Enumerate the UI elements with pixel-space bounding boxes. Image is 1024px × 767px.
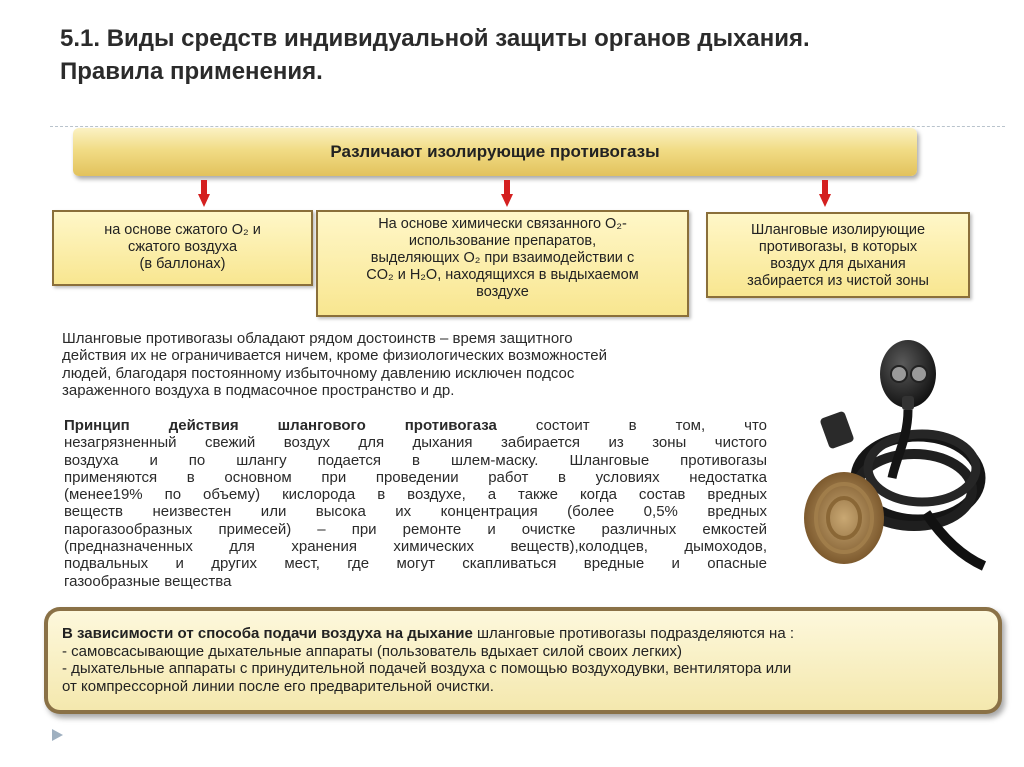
paragraph-line: незагрязненный свежий воздух для дыхания забирается из зоны чистого (64, 434, 767, 452)
paragraph-line (64, 417, 767, 434)
paragraph-line: газообразные вещества (64, 572, 232, 590)
box-line: воздухе (476, 284, 529, 300)
next-slide-icon[interactable] (50, 728, 64, 742)
classification-item: от компрессорной линии после его предварительной очистки. (62, 677, 494, 695)
classification-heading-line (62, 625, 998, 643)
slide-title-line-1: 5.1. Виды средств индивидуальной защиты органов дыхания. (60, 25, 810, 52)
paragraph-line: подвальных и других мест, где могут скапливаться вредные и опасные (64, 555, 767, 573)
category-header-label: Различают изолирующие противогазы (330, 142, 660, 161)
classification-panel (44, 607, 1002, 714)
paragraph-line: применяются в основном при проведении работ в условиях недостатка (64, 468, 767, 486)
paragraph-line: людей, благодаря постоянному избыточному давлению исключен подсос (62, 364, 575, 382)
paragraph-line: веществ неизвестен или высока их концентрация (более 0,5% вредных (64, 503, 767, 521)
box-line: CO₂ и H₂O, находящихся в выдыхаемом (366, 267, 639, 283)
advantages-paragraph (62, 330, 607, 399)
principle-paragraph (64, 417, 767, 590)
box-line: противогазы, в которых (758, 239, 918, 255)
box-line: (в баллонах) (139, 256, 226, 272)
down-arrow-icon (501, 180, 513, 207)
type-box-compressed-oxygen (52, 210, 313, 286)
box-line: выделяющих O₂ при взаимодействии с (370, 250, 635, 266)
category-header-bar (73, 128, 917, 176)
box-line: сжатого воздуха (127, 239, 238, 255)
type-box-chemical-oxygen (316, 210, 689, 317)
paragraph-line: воздуха и по шлангу подается в шлем-маску. Шланговые противогазы (64, 451, 767, 469)
paragraph-line: (предназначенных для хранения химических веществ),колодцев, дымоходов, (64, 538, 767, 556)
box-line: на основе сжатого O₂ и (104, 222, 261, 238)
hose-gas-mask-photo (796, 328, 992, 580)
paragraph-text: состоит в том, что (496, 417, 767, 434)
paragraph-line: действия их не ограничивается ничем, кроме физиологических возможностей (62, 347, 607, 365)
box-line: воздух для дыхания (770, 256, 906, 272)
dashed-divider (50, 126, 1005, 127)
slide-title-line-2: Правила применения. (60, 58, 323, 85)
paragraph-line: зараженного воздуха в подмасочное пространство и др. (62, 381, 455, 399)
paragraph-line: Шланговые противогазы обладают рядом достоинств – время защитного (62, 330, 573, 347)
box-line: Шланговые изолирующие (750, 222, 926, 238)
classification-item: - самовсасывающие дыхательные аппараты (пользователь вдыхает силой своих легких) (62, 642, 682, 660)
down-arrow-icon (198, 180, 210, 207)
classification-item: - дыхательные аппараты с принудительной подачей воздуха с помощью воздуходувки, вентилятора или (62, 660, 792, 677)
box-line: забирается из чистой зоны (747, 273, 929, 289)
paragraph-line: (менее19% по объему) кислорода в воздухе, а также когда состав вредных (64, 486, 767, 504)
type-box-hose (706, 212, 970, 298)
paragraph-line: парогазообразных примесей) – при ремонте и очистке различных емкостей (64, 520, 767, 538)
slide-title (60, 22, 1000, 88)
box-line: использование препаратов, (408, 233, 597, 249)
down-arrow-icon (819, 180, 831, 207)
box-line: На основе химически связанного O₂- (378, 216, 627, 232)
classification-text: шланговые противогазы подразделяются на : (472, 625, 794, 642)
principle-heading: Принцип действия шлангового противогаза (64, 417, 497, 434)
classification-heading: В зависимости от способа подачи воздуха на дыхание (62, 625, 473, 642)
